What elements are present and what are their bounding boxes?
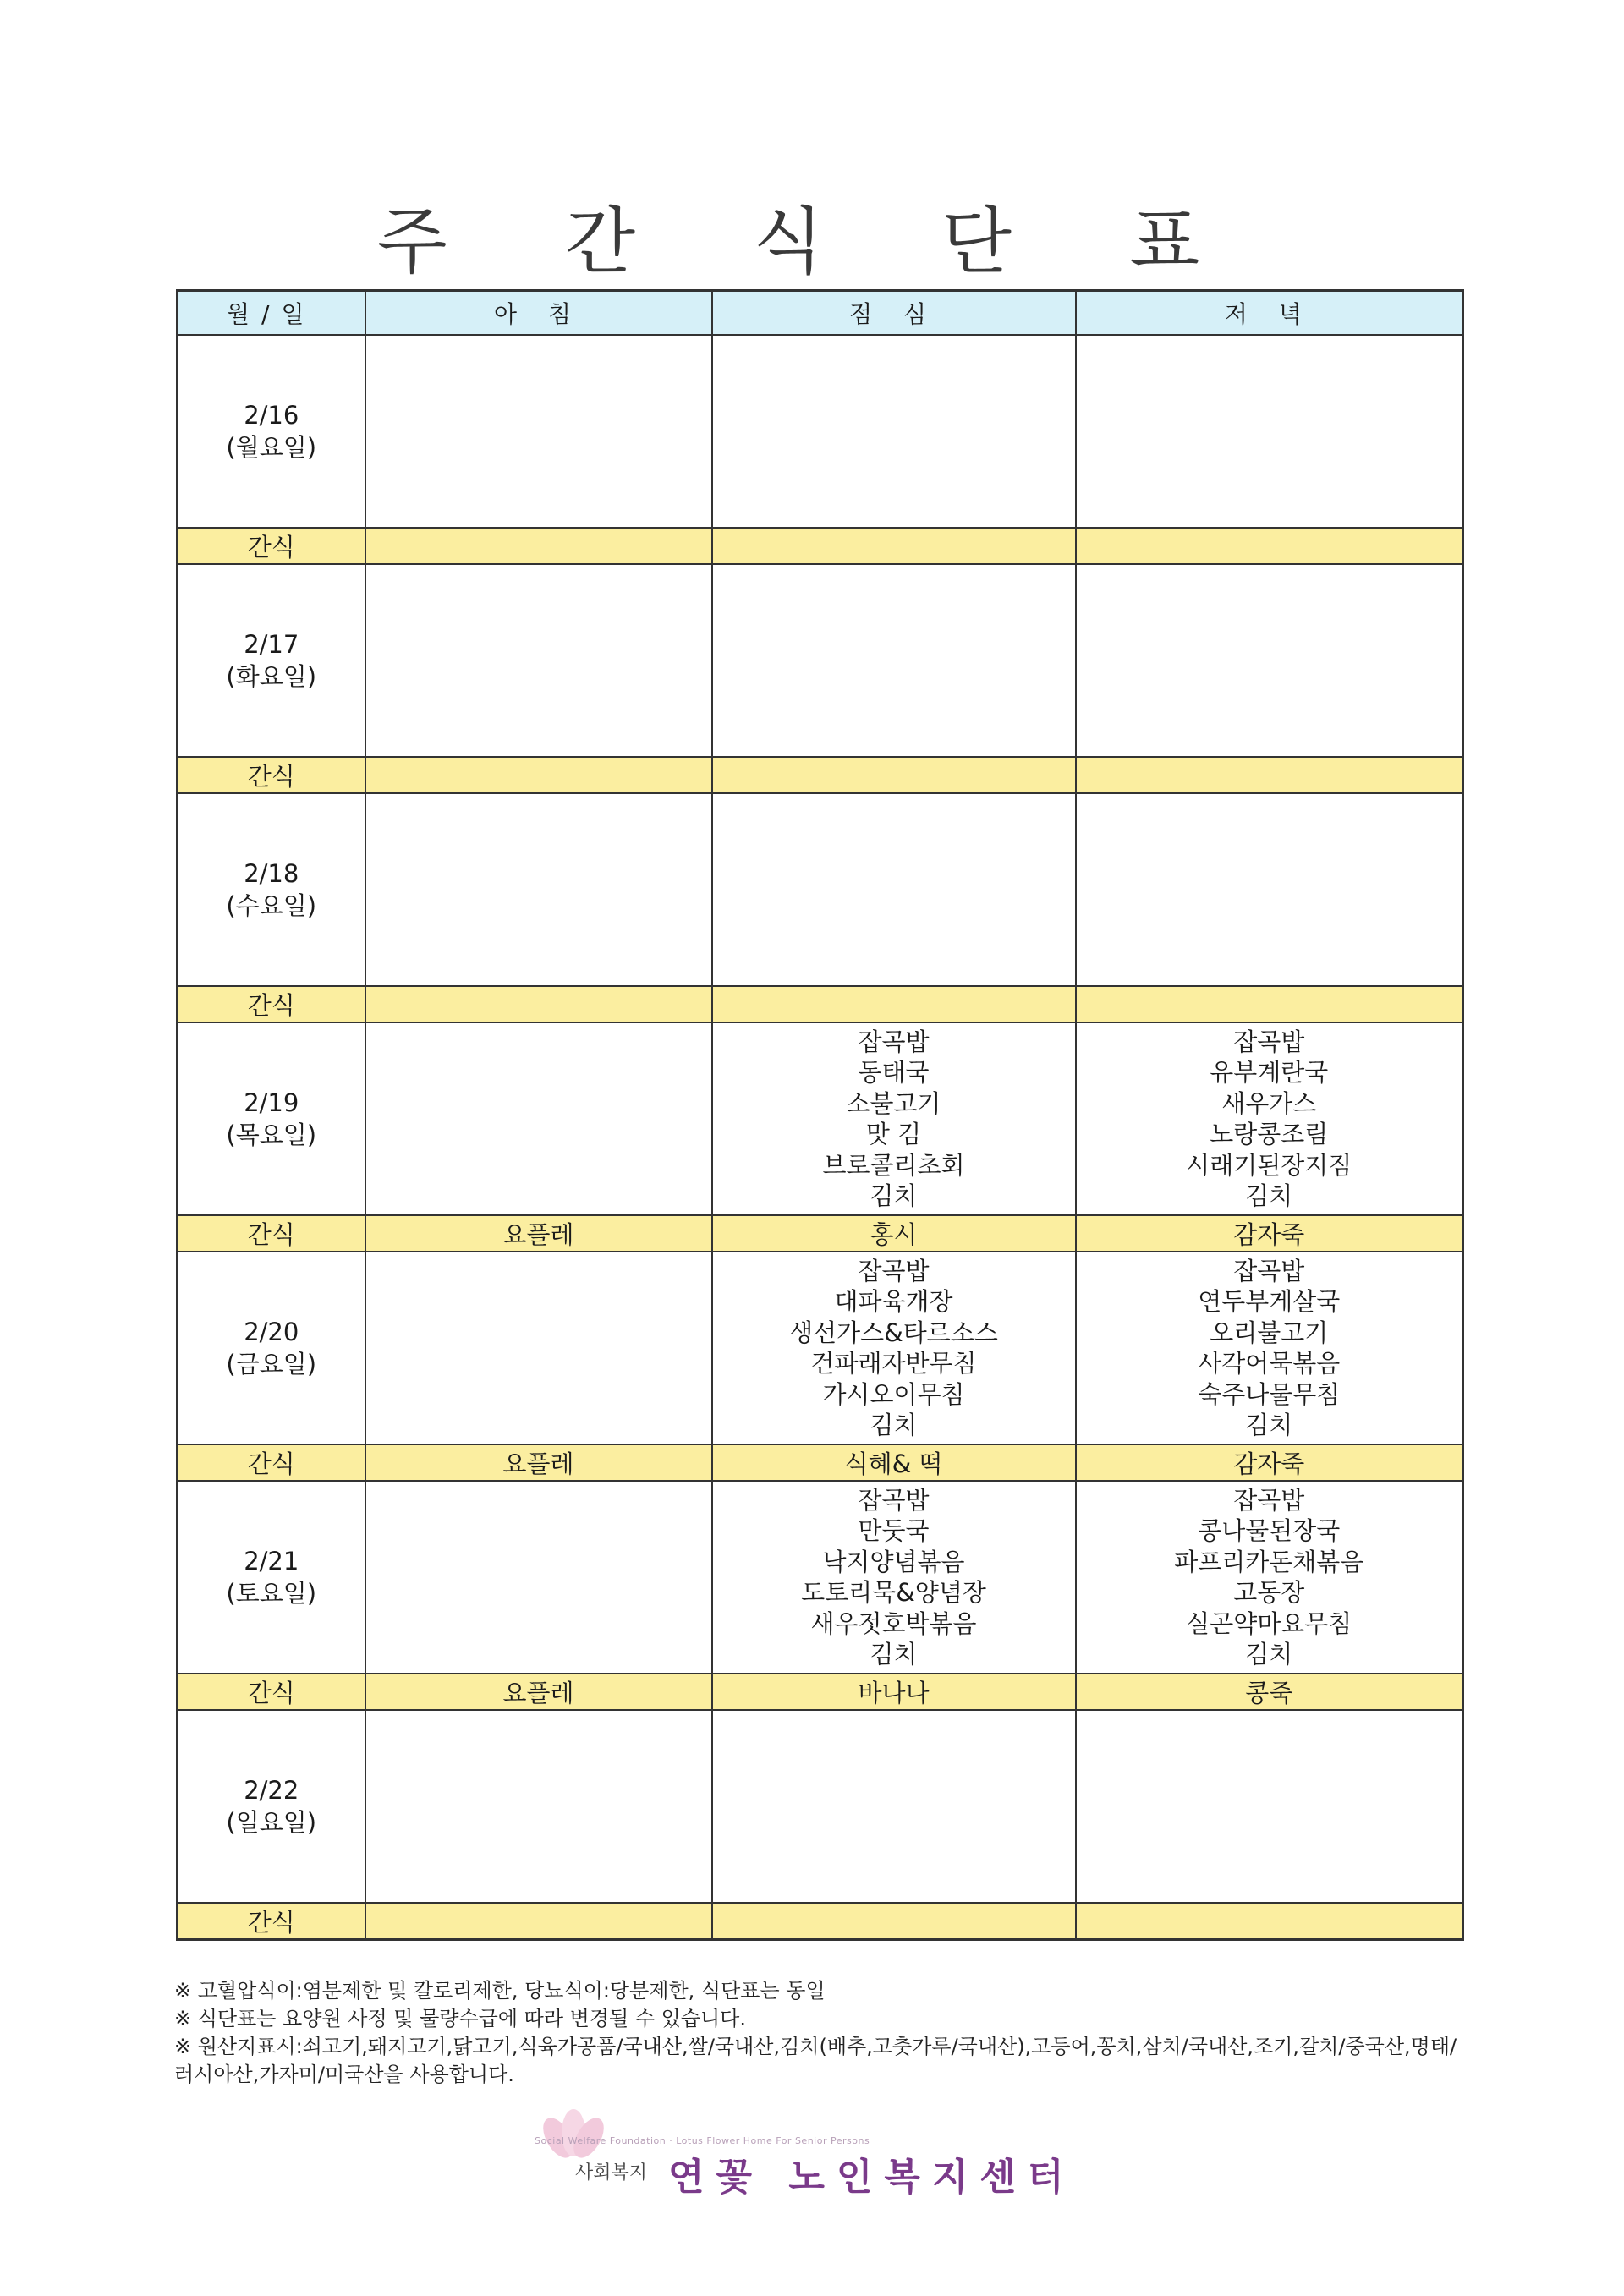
meal-item: 동태국 bbox=[858, 1058, 930, 1087]
date-text: 2/16 bbox=[244, 401, 299, 430]
meal-item: 잡곡밥 bbox=[858, 1485, 930, 1515]
weekday-text: (금요일) bbox=[226, 1350, 317, 1378]
dinner-cell bbox=[1076, 1022, 1463, 1215]
meal-item: 만둣국 bbox=[858, 1516, 930, 1545]
date-cell bbox=[178, 335, 365, 528]
snack-row bbox=[178, 986, 1463, 1022]
dinner-cell bbox=[1076, 793, 1463, 986]
snack-dinner bbox=[1076, 757, 1463, 793]
day-row bbox=[178, 1022, 1463, 1215]
date-text: 2/22 bbox=[244, 1776, 299, 1805]
snack-lunch bbox=[712, 528, 1076, 564]
snack-row bbox=[178, 528, 1463, 564]
note-origin: ※ 원산지표시:쇠고기,돼지고기,닭고기,식육가공품/국내산,쌀/국내산,김치(배추,고춧가루/국내산),고등어,꽁치,삼치/국내산,조기,갈치/중국산,명태/러시아산,가자미/미국산을 사용합니다. bbox=[174, 2035, 1457, 2086]
meal-item: 오리불고기 bbox=[1210, 1318, 1329, 1347]
snack-label: 간식 bbox=[178, 1674, 365, 1710]
meal-item: 김치 bbox=[870, 1181, 918, 1210]
date-cell bbox=[178, 1022, 365, 1215]
snack-row bbox=[178, 1215, 1463, 1252]
snack-breakfast bbox=[365, 1903, 712, 1940]
snack-lunch: 바나나 bbox=[712, 1674, 1076, 1710]
lunch-cell bbox=[712, 1022, 1076, 1215]
header-date: 월/일 bbox=[178, 291, 365, 336]
date-cell bbox=[178, 1481, 365, 1674]
date-text: 2/19 bbox=[244, 1088, 299, 1117]
meal-item: 새우젓호박볶음 bbox=[810, 1608, 977, 1638]
dinner-cell bbox=[1076, 1481, 1463, 1674]
snack-dinner: 감자죽 bbox=[1076, 1444, 1463, 1481]
lunch-cell bbox=[712, 1710, 1076, 1903]
table-header-row bbox=[178, 291, 1463, 336]
meal-item: 소불고기 bbox=[846, 1088, 941, 1118]
meal-item: 도토리묵&양념장 bbox=[801, 1578, 986, 1607]
header-breakfast: 아 침 bbox=[365, 291, 712, 336]
snack-row bbox=[178, 1674, 1463, 1710]
dinner-cell bbox=[1076, 1710, 1463, 1903]
snack-label: 간식 bbox=[178, 757, 365, 793]
meal-item: 잡곡밥 bbox=[858, 1027, 930, 1056]
breakfast-cell bbox=[365, 335, 712, 528]
snack-dinner bbox=[1076, 1903, 1463, 1940]
meal-item: 파프리카돈채볶음 bbox=[1174, 1547, 1364, 1576]
weekly-menu-table bbox=[176, 289, 1464, 1941]
breakfast-cell bbox=[365, 1022, 712, 1215]
meal-item: 사각어묵볶음 bbox=[1198, 1349, 1341, 1378]
lunch-cell bbox=[712, 1252, 1076, 1444]
dinner-cell bbox=[1076, 564, 1463, 757]
note-diet: ※ 고혈압식이:염분제한 및 칼로리제한, 당뇨식이:당분제한, 식단표는 동일 bbox=[174, 1979, 826, 2003]
snack-breakfast: 요플레 bbox=[365, 1444, 712, 1481]
notes bbox=[174, 1977, 1460, 2089]
snack-lunch bbox=[712, 757, 1076, 793]
breakfast-cell bbox=[365, 1481, 712, 1674]
meal-item: 숙주나물무침 bbox=[1198, 1379, 1341, 1409]
snack-lunch bbox=[712, 1903, 1076, 1940]
date-cell bbox=[178, 1252, 365, 1444]
meal-item: 낙지양념볶음 bbox=[822, 1547, 965, 1576]
snack-label: 간식 bbox=[178, 986, 365, 1022]
day-row bbox=[178, 1710, 1463, 1903]
date-cell bbox=[178, 793, 365, 986]
snack-lunch: 홍시 bbox=[712, 1215, 1076, 1252]
weekday-text: (월요일) bbox=[226, 433, 317, 462]
meal-item: 김치 bbox=[1245, 1411, 1293, 1439]
meal-item: 브로콜리초회 bbox=[822, 1150, 965, 1180]
note-change: ※ 식단표는 요양원 사정 및 물량수급에 따라 변경될 수 있습니다. bbox=[174, 2007, 746, 2030]
day-row bbox=[178, 335, 1463, 528]
snack-label: 간식 bbox=[178, 1215, 365, 1252]
meal-item: 맛 김 bbox=[865, 1120, 922, 1148]
snack-lunch: 식혜& 떡 bbox=[712, 1444, 1076, 1481]
meal-item: 유부계란국 bbox=[1210, 1058, 1329, 1087]
snack-label: 간식 bbox=[178, 1903, 365, 1940]
menu-body bbox=[178, 335, 1463, 1940]
snack-row bbox=[178, 1903, 1463, 1940]
header-lunch: 점 심 bbox=[712, 291, 1076, 336]
snack-breakfast bbox=[365, 986, 712, 1022]
weekday-text: (목요일) bbox=[226, 1121, 317, 1149]
snack-row bbox=[178, 757, 1463, 793]
footer-org-type: 사회복지 bbox=[575, 2162, 648, 2184]
meal-item: 생선가스&타르소스 bbox=[789, 1318, 998, 1347]
footer-brand: 연꽃 노인복지센터 bbox=[668, 2156, 1076, 2199]
meal-item: 노랑콩조림 bbox=[1210, 1120, 1329, 1148]
weekday-text: (수요일) bbox=[226, 891, 317, 920]
snack-breakfast bbox=[365, 757, 712, 793]
date-cell bbox=[178, 564, 365, 757]
meal-item: 잡곡밥 bbox=[858, 1256, 930, 1285]
meal-item: 대파육개장 bbox=[834, 1287, 953, 1316]
header-dinner: 저 녁 bbox=[1076, 291, 1463, 336]
snack-label: 간식 bbox=[178, 1444, 365, 1481]
meal-item: 시래기된장지짐 bbox=[1186, 1150, 1352, 1180]
meal-item: 콩나물된장국 bbox=[1198, 1516, 1341, 1545]
date-text: 2/17 bbox=[244, 630, 299, 659]
snack-dinner bbox=[1076, 986, 1463, 1022]
date-text: 2/18 bbox=[244, 859, 299, 888]
meal-item: 연두부게살국 bbox=[1198, 1287, 1341, 1316]
snack-row bbox=[178, 1444, 1463, 1481]
meal-item: 잡곡밥 bbox=[1233, 1256, 1305, 1285]
dinner-cell bbox=[1076, 335, 1463, 528]
meal-item: 실곤약마요무침 bbox=[1186, 1608, 1352, 1638]
footer-subtitle: Social Welfare Foundation · Lotus Flower Home For Senior Persons bbox=[535, 2135, 870, 2146]
breakfast-cell bbox=[365, 1252, 712, 1444]
snack-dinner bbox=[1076, 528, 1463, 564]
lunch-cell bbox=[712, 793, 1076, 986]
breakfast-cell bbox=[365, 793, 712, 986]
dinner-cell bbox=[1076, 1252, 1463, 1444]
breakfast-cell bbox=[365, 564, 712, 757]
meal-item: 가시오이무침 bbox=[822, 1379, 965, 1409]
snack-dinner: 감자죽 bbox=[1076, 1215, 1463, 1252]
snack-label: 간식 bbox=[178, 528, 365, 564]
meal-item: 고동장 bbox=[1233, 1578, 1305, 1607]
day-row bbox=[178, 1252, 1463, 1444]
weekday-text: (화요일) bbox=[226, 662, 317, 691]
day-row bbox=[178, 1481, 1463, 1674]
weekday-text: (일요일) bbox=[226, 1808, 317, 1837]
day-row bbox=[178, 793, 1463, 986]
date-cell bbox=[178, 1710, 365, 1903]
meal-item: 건파래자반무침 bbox=[810, 1349, 977, 1378]
snack-breakfast: 요플레 bbox=[365, 1674, 712, 1710]
date-text: 2/21 bbox=[244, 1547, 299, 1575]
meal-item: 김치 bbox=[1245, 1181, 1293, 1210]
meal-item: 김치 bbox=[870, 1411, 918, 1439]
day-row bbox=[178, 564, 1463, 757]
breakfast-cell bbox=[365, 1710, 712, 1903]
meal-item: 잡곡밥 bbox=[1233, 1485, 1305, 1515]
page-title: 주 간 식 단 표 bbox=[376, 200, 1248, 284]
date-text: 2/20 bbox=[244, 1318, 299, 1346]
lunch-cell bbox=[712, 1481, 1076, 1674]
snack-breakfast bbox=[365, 528, 712, 564]
meal-item: 새우가스 bbox=[1221, 1088, 1317, 1118]
snack-dinner: 콩죽 bbox=[1076, 1674, 1463, 1710]
snack-breakfast: 요플레 bbox=[365, 1215, 712, 1252]
weekday-text: (토요일) bbox=[226, 1579, 317, 1608]
lunch-cell bbox=[712, 564, 1076, 757]
meal-item: 김치 bbox=[1245, 1640, 1293, 1669]
snack-lunch bbox=[712, 986, 1076, 1022]
meal-item: 잡곡밥 bbox=[1233, 1027, 1305, 1056]
lunch-cell bbox=[712, 335, 1076, 528]
meal-item: 김치 bbox=[870, 1640, 918, 1669]
